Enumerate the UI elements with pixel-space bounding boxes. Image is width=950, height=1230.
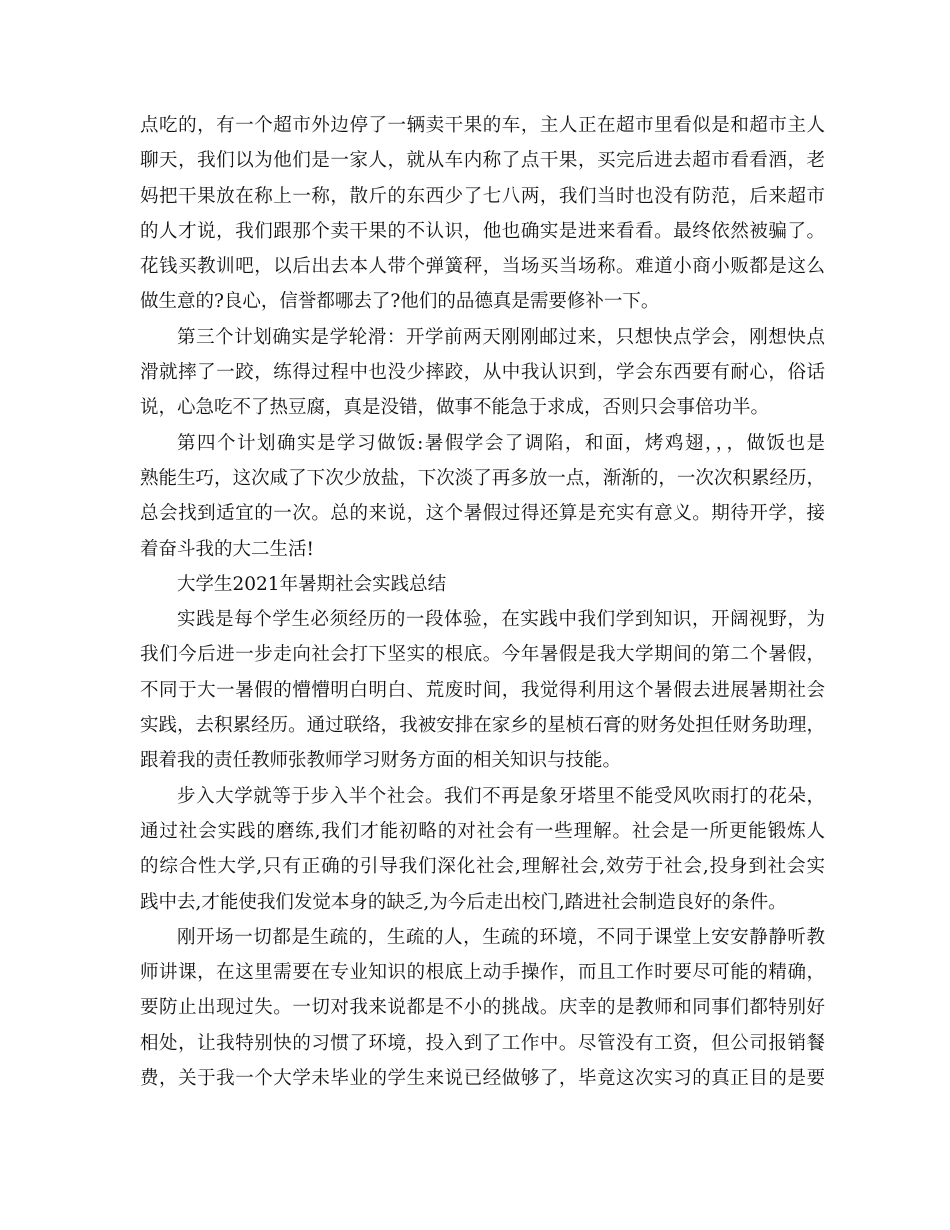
paragraph-practice-intro [140,602,825,778]
text-line: 通过社会实践的磨练,我们才能初略的对社会有一些理解。社会是一所更能锻炼人 [140,820,825,842]
text-line: 我们今后进一步走向社会打下坚实的根底。今年暑假是我大学期间的第二个暑假， [140,644,825,666]
text-line: 滑就摔了一跤，练得过程中也没少摔跤，从中我认识到，学会东西要有耐心，俗话 [140,362,825,384]
text-line: 的综合性大学,只有正确的引导我们深化社会,理解社会,效劳于社会,投身到社会实 [140,856,825,878]
text-line: 第四个计划确实是学习做饭:暑假学会了调陷，和面，烤鸡翅，，，做饭也是 [177,432,825,454]
text-line: 践中去,才能使我们发觉本身的缺乏,为今后走出校门,踏进社会制造良好的条件。 [140,891,787,913]
text-line: 刚开场一切都是生疏的，生疏的人，生疏的环境，不同于课堂上安安静静听教 [177,926,825,948]
text-line: 着奋斗我的大二生活! [140,538,314,560]
text-line: 花钱买教训吧，以后出去本人带个弹簧秤，当场买当场称。难道小商小贩都是这么 [140,256,825,278]
text-line: 总会找到适宜的一次。总的来说，这个暑假过得还算是充实有意义。期待开学，接 [140,503,825,525]
text-line: 说，心急吃不了热豆腐，真是没错，做事不能急于求成，否则只会事倍功半。 [140,397,770,419]
text-line: 聊天，我们以为他们是一家人，就从车内称了点干果，买完后进去超市看看酒，老 [140,150,825,172]
heading-text: 大学生2021年暑期社会实践总结 [177,573,447,595]
text-line: 相处，让我特别快的习惯了环境，投入到了工作中。尽管没有工资，但公司报销餐 [140,1032,825,1054]
section-heading [140,567,825,602]
text-line: 步入大学就等于步入半个社会。我们不再是象牙塔里不能受风吹雨打的花朵， [177,785,825,807]
text-line: 费，关于我一个大学未毕业的学生来说已经做够了，毕竟这次实习的真正目的是要 [140,1068,825,1090]
text-line: 要防止出现过失。一切对我来说都是不小的挑战。庆幸的是教师和同事们都特别好 [140,997,825,1019]
document-body [140,108,825,1096]
text-line: 跟着我的责任教师张教师学习财务方面的相关知识与技能。 [140,750,622,772]
text-line: 实践，去积累经历。通过联络，我被安排在家乡的星桢石膏的财务处担任财务助理， [140,715,825,737]
paragraph-cooking-plan [140,426,825,567]
text-line: 熟能生巧，这次咸了下次少放盐，下次淡了再多放一点，渐渐的，一次次积累经历， [140,467,825,489]
text-line: 点吃的，有一个超市外边停了一辆卖干果的车，主人正在超市里看似是和超市主人 [140,115,825,136]
text-line: 第三个计划确实是学轮滑：开学前两天刚刚邮过来，只想快点学会，刚想快点 [177,326,825,348]
text-line: 做生意的?良心，信誉都哪去了?他们的品德真是需要修补一下。 [140,291,660,313]
text-line: 师讲课，在这里需要在专业知识的根底上动手操作，而且工作时要尽可能的精确， [140,962,825,984]
text-line: 妈把干果放在称上一称，散斤的东西少了七八两，我们当时也没有防范，后来超市 [140,185,825,207]
paragraph-shopping-story [140,108,825,320]
paragraph-work-start [140,920,825,1096]
paragraph-skating-plan [140,320,825,426]
text-line: 实践是每个学生必须经历的一段体验，在实践中我们学到知识，开阔视野，为 [177,609,825,631]
text-line: 不同于大一暑假的懵懵明白明白、荒废时间，我觉得利用这个暑假去进展暑期社会 [140,679,825,701]
text-line: 的人才说，我们跟那个卖干果的不认识，他也确实是进来看看。最终依然被骗了。 [140,220,825,242]
paragraph-university-society [140,779,825,920]
